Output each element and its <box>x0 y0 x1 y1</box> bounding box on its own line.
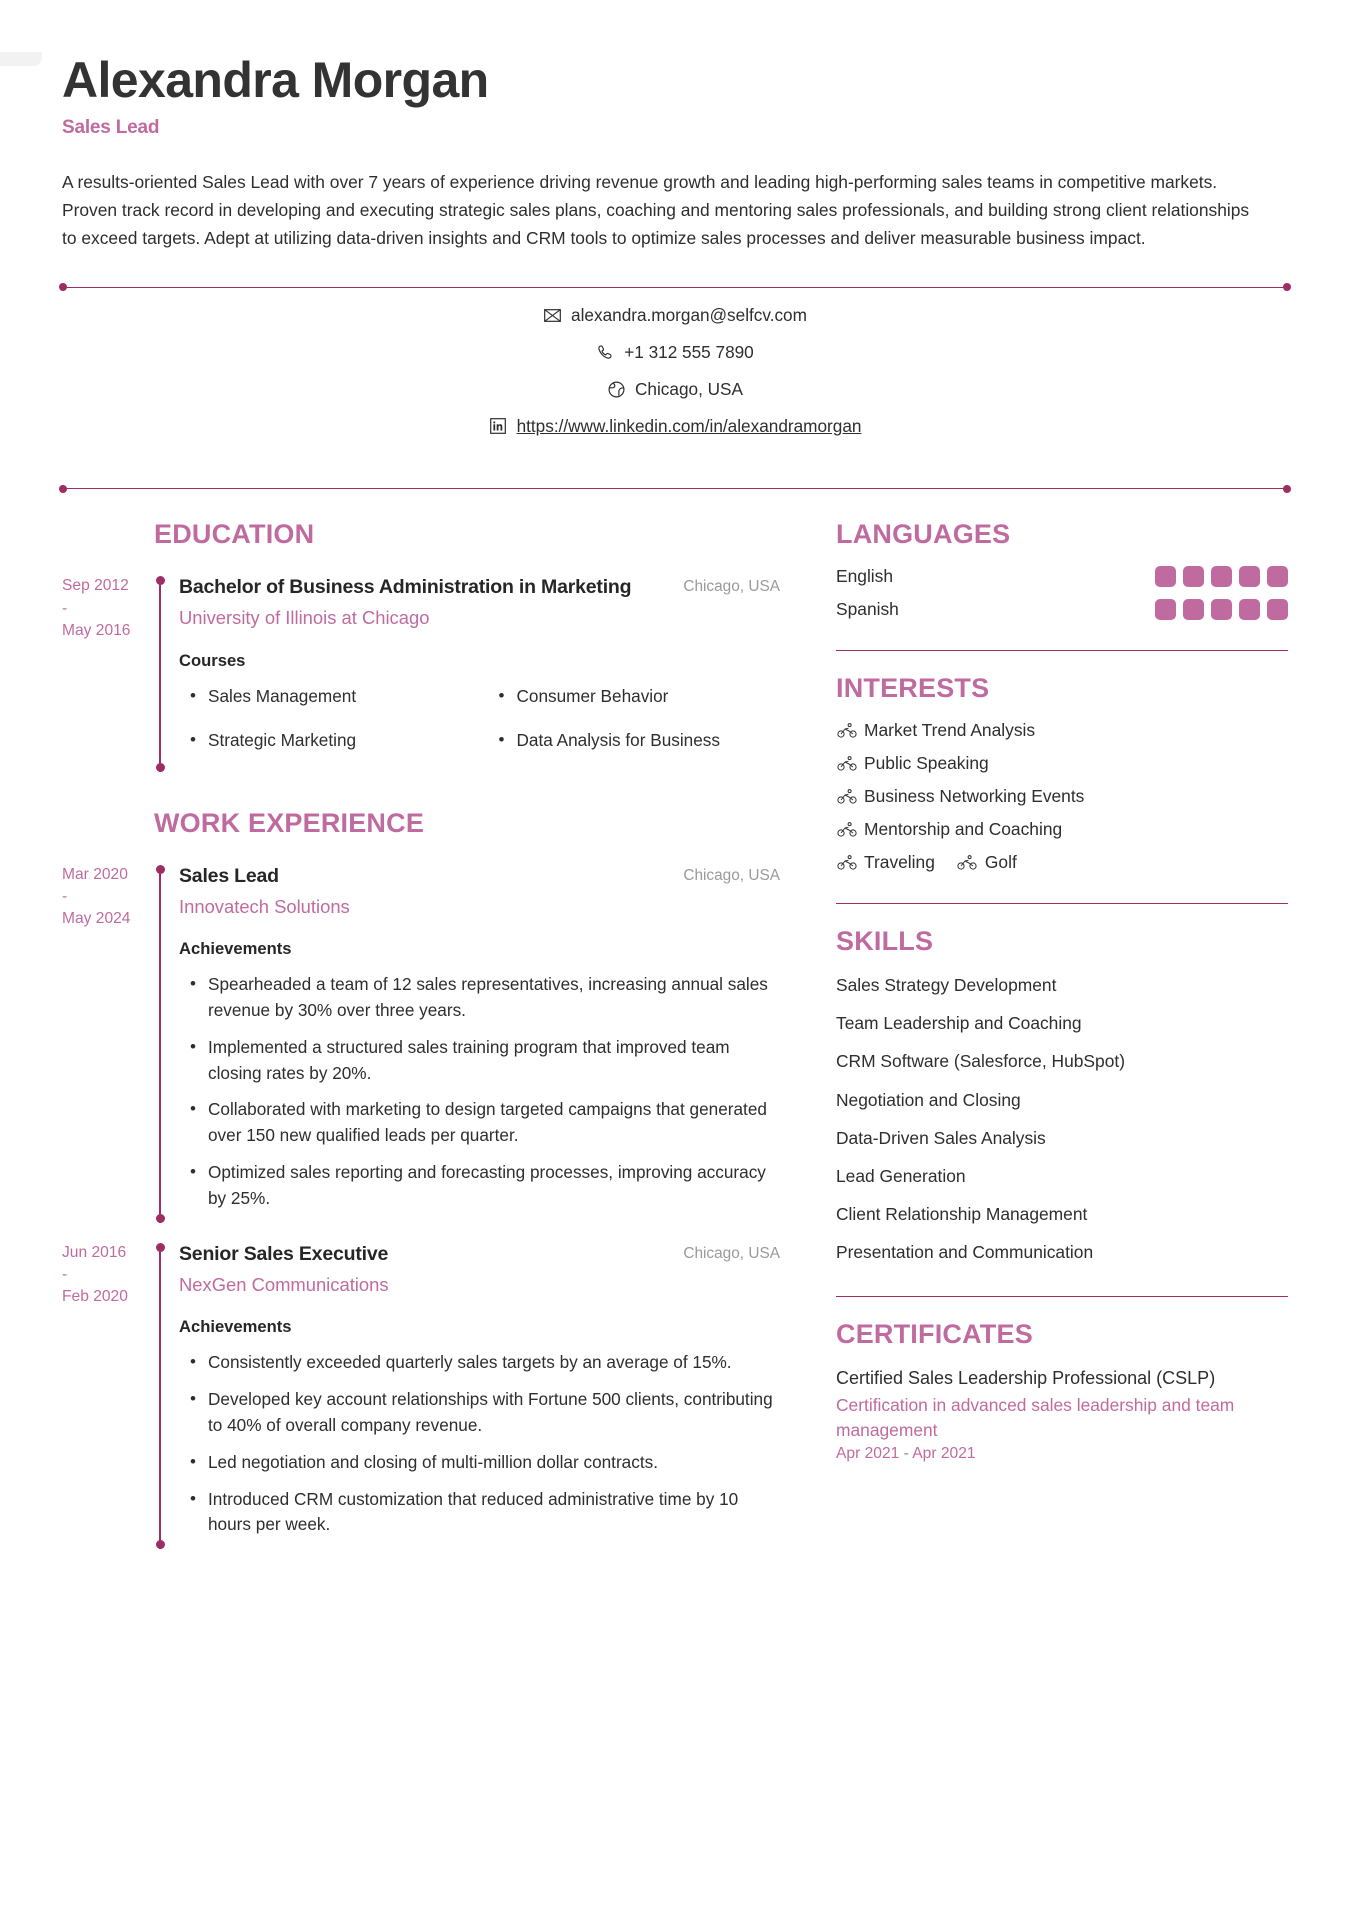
education-dates <box>62 574 154 771</box>
contact-location <box>62 380 1288 399</box>
level-pip <box>1155 599 1176 620</box>
interest-label: Market Trend Analysis <box>864 720 1036 741</box>
envelope-icon <box>543 306 562 325</box>
skill-item: Data-Driven Sales Analysis <box>836 1127 1046 1148</box>
section-interests <box>836 650 1288 903</box>
work-dates <box>62 1241 154 1549</box>
cycling-icon <box>957 853 978 872</box>
level-pip <box>1155 566 1176 587</box>
level-pip <box>1267 599 1288 620</box>
achievements-label: Achievements <box>179 1317 292 1337</box>
contact-linkedin[interactable] <box>62 417 1288 436</box>
list-item: • Data Analysis for Business <box>488 728 781 754</box>
level-pip <box>1239 599 1260 620</box>
work-location: Chicago, USA <box>683 866 780 884</box>
interests-list <box>836 720 1288 885</box>
page-corner-fold <box>0 52 42 66</box>
education-entry <box>62 574 780 771</box>
language-row <box>836 566 1288 587</box>
interest-item <box>836 753 1288 774</box>
language-level-pips <box>1155 599 1288 620</box>
list-item: • Sales Management <box>179 684 472 710</box>
contact-phone[interactable] <box>62 343 1288 362</box>
list-item: • Consumer Behavior <box>488 684 781 710</box>
level-pip <box>1211 599 1232 620</box>
cycling-icon <box>836 820 857 839</box>
work-date-end: Feb 2020 <box>62 1288 128 1306</box>
header-role: Sales Lead <box>62 117 160 138</box>
skill-item: CRM Software (Salesforce, HubSpot) <box>836 1051 1125 1072</box>
work-location: Chicago, USA <box>683 1244 780 1262</box>
work-position: Sales Lead <box>179 864 279 887</box>
cycling-icon <box>836 787 857 806</box>
work-date-start: Jun 2016 <box>62 1243 127 1261</box>
skill-item: Sales Strategy Development <box>836 975 1057 996</box>
contact-rule-top <box>62 287 1288 288</box>
languages-title: LANGUAGES <box>836 519 1011 550</box>
interest-label: Business Networking Events <box>864 786 1085 807</box>
skill-item: Lead Generation <box>836 1165 966 1186</box>
certificate-description: Certification in advanced sales leadership and team management <box>836 1394 1235 1440</box>
certificates-title: CERTIFICATES <box>836 1318 1033 1349</box>
level-pip <box>1239 566 1260 587</box>
courses-label: Courses <box>179 651 246 671</box>
cycling-icon <box>836 853 857 872</box>
interest-label: Mentorship and Coaching <box>864 819 1063 840</box>
work-date-end: May 2024 <box>62 910 131 928</box>
work-entry <box>62 1241 780 1549</box>
education-date-end: May 2016 <box>62 621 131 639</box>
section-education <box>62 519 780 771</box>
level-pip <box>1267 566 1288 587</box>
page-title: Alexandra Morgan <box>62 52 489 108</box>
achievements-label: Achievements <box>179 939 292 959</box>
language-level-pips <box>1155 566 1288 587</box>
skill-item: Team Leadership and Coaching <box>836 1013 1082 1034</box>
work-dates <box>62 863 154 1223</box>
work-timeline <box>154 863 167 1223</box>
section-work-experience <box>62 808 780 1550</box>
skills-title: SKILLS <box>836 926 934 957</box>
interest-item <box>957 852 1017 873</box>
work-company: Innovatech Solutions <box>179 895 350 917</box>
education-timeline <box>154 574 167 771</box>
language-name: English <box>836 566 894 587</box>
education-school: University of Illinois at Chicago <box>179 607 430 629</box>
section-skills <box>836 903 1288 1296</box>
interest-label: Public Speaking <box>864 753 989 774</box>
work-position: Senior Sales Executive <box>179 1242 389 1265</box>
resume-header <box>62 52 1288 253</box>
contact-phone-text: +1 312 555 7890 <box>624 341 754 362</box>
work-date-start: Mar 2020 <box>62 865 128 883</box>
list-item: • Introduced CRM customization that reduced administrative time by 10 hours per week. <box>179 1487 780 1539</box>
interest-label: Golf <box>984 852 1017 873</box>
interest-label: Traveling <box>864 852 935 873</box>
level-pip <box>1183 566 1204 587</box>
achievements-list <box>179 972 780 1211</box>
phone-icon <box>596 343 615 362</box>
education-date-start: Sep 2012 <box>62 577 129 595</box>
contact-rule-bottom <box>62 488 1288 489</box>
work-title: WORK EXPERIENCE <box>154 807 425 838</box>
section-certificates <box>836 1296 1288 1481</box>
language-name: Spanish <box>836 599 899 620</box>
list-item: • Implemented a structured sales training program that improved team closing rates by 20%. <box>179 1035 780 1087</box>
interest-item <box>836 852 935 873</box>
skill-item: Negotiation and Closing <box>836 1089 1021 1110</box>
contact-linkedin-text[interactable]: https://www.linkedin.com/in/alexandramorgan <box>516 415 862 436</box>
list-item: • Optimized sales reporting and forecasting processes, improving accuracy by 25%. <box>179 1160 780 1212</box>
cycling-icon <box>836 754 857 773</box>
achievements-list <box>179 1350 780 1538</box>
level-pip <box>1211 566 1232 587</box>
courses-list <box>179 684 780 772</box>
work-timeline <box>154 1241 167 1549</box>
work-date-dash: - <box>62 888 68 905</box>
list-item: • Led negotiation and closing of multi-million dollar contracts. <box>179 1450 780 1476</box>
list-item: • Consistently exceeded quarterly sales targets by an average of 15%. <box>179 1350 780 1376</box>
interest-item <box>836 786 1288 807</box>
contact-block <box>62 288 1288 454</box>
section-languages <box>836 519 1288 650</box>
interest-item <box>836 720 1288 741</box>
language-row <box>836 599 1288 620</box>
certificate-name: Certified Sales Leadership Professional (CSLP) <box>836 1367 1216 1388</box>
education-title: EDUCATION <box>154 519 315 550</box>
work-date-dash: - <box>62 1266 68 1284</box>
globe-icon <box>607 380 626 399</box>
education-degree: Bachelor of Business Administration in Marketing <box>179 576 632 599</box>
resume-page <box>0 52 1350 1907</box>
certificate-date: Apr 2021 - Apr 2021 <box>836 1445 976 1463</box>
interest-item <box>836 819 1288 840</box>
list-item: • Spearheaded a team of 12 sales representatives, increasing annual sales revenue by 30% over three years. <box>179 972 780 1024</box>
contact-location-text: Chicago, USA <box>635 378 743 399</box>
sidebar-column <box>780 519 1288 1549</box>
interests-title: INTERESTS <box>836 673 990 704</box>
list-item: • Developed key account relationships with Fortune 500 clients, contributing to 40% of overall company revenue. <box>179 1387 780 1439</box>
main-column <box>62 519 780 1549</box>
list-item: • Collaborated with marketing to design targeted campaigns that generated over 150 new qualified leads per quarter. <box>179 1097 780 1149</box>
work-entry <box>62 863 780 1223</box>
skill-item: Client Relationship Management <box>836 1203 1088 1224</box>
contact-email-text: alexandra.morgan@selfcv.com <box>571 304 807 325</box>
certificate-item <box>836 1366 1288 1463</box>
education-date-dash: - <box>62 599 68 617</box>
skill-item: Presentation and Communication <box>836 1241 1094 1262</box>
contact-email[interactable] <box>62 306 1288 325</box>
education-location: Chicago, USA <box>683 578 780 596</box>
level-pip <box>1183 599 1204 620</box>
header-summary: A results-oriented Sales Lead with over 7 years of experience driving revenue growth and leading high-performing sales teams in competitive markets. Proven track record in developing and executing strategic sales plans, coaching and mentoring sales professionals, and building strong client relationships to exceed targets. Adept at utilizing data-driven insights and CRM tools to optimize sales processes and deliver measurable business impact. <box>62 172 1250 249</box>
linkedin-icon <box>489 417 508 436</box>
cycling-icon <box>836 721 857 740</box>
work-company: NexGen Communications <box>179 1273 389 1295</box>
list-item: • Strategic Marketing <box>179 728 472 754</box>
